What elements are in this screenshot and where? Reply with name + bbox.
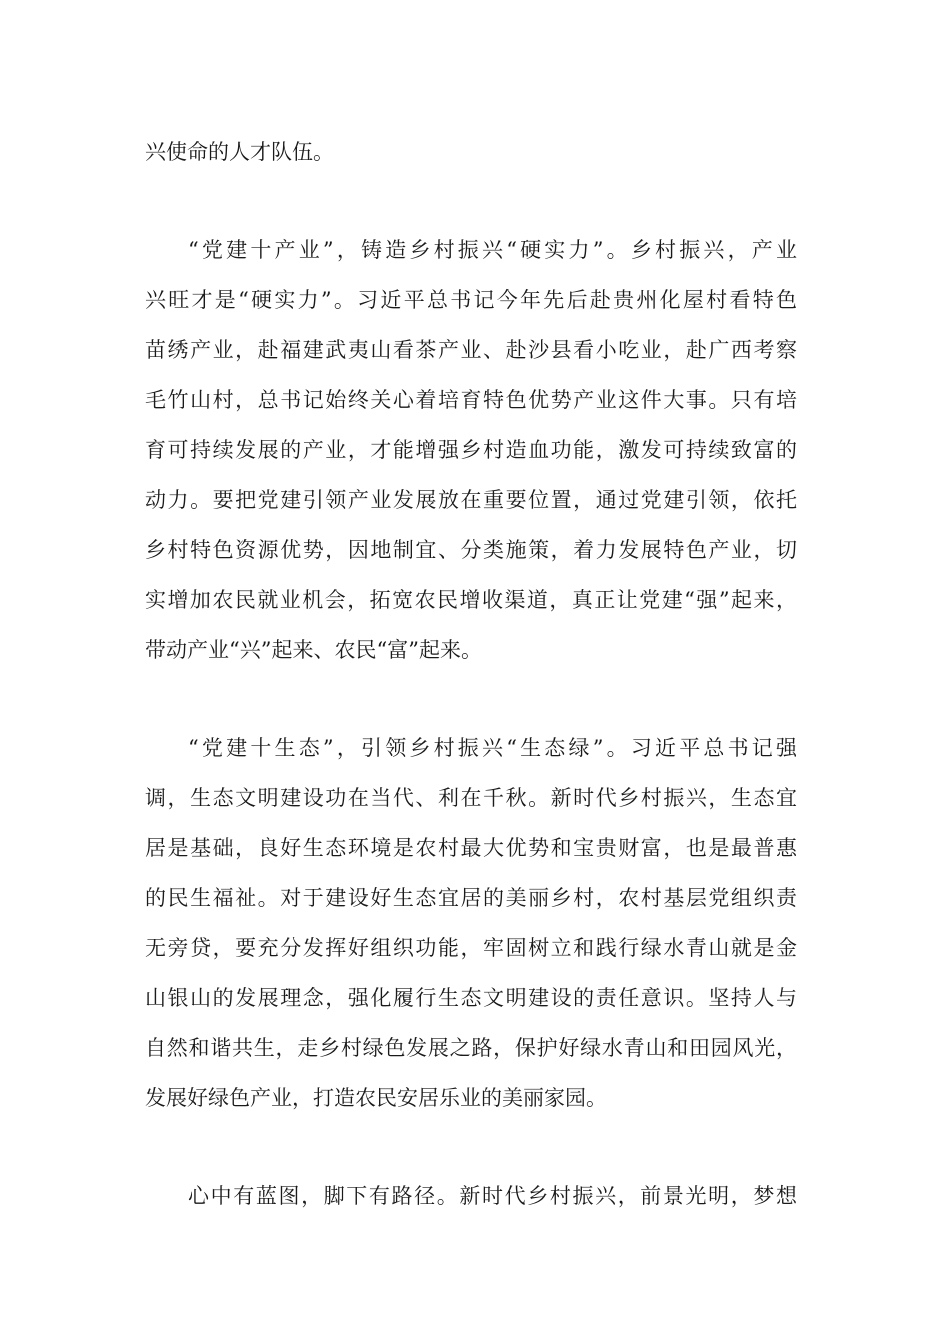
- text-line: 动力。要把党建引领产业发展放在重要位置，通过党建引领，依托: [145, 488, 797, 512]
- text-line: “党建十生态”，引领乡村振兴“生态绿”。习近平总书记强: [188, 736, 797, 760]
- text-line: “党建十产业”，铸造乡村振兴“硬实力”。乡村振兴，产业: [188, 238, 797, 262]
- text-line: 的民生福祉。对于建设好生态宜居的美丽乡村，农村基层党组织责: [145, 886, 797, 910]
- text-line: 实增加农民就业机会，拓宽农民增收渠道，真正让党建“强”起来，: [145, 588, 797, 612]
- text-line: 发展好绿色产业，打造农民安居乐业的美丽家园。: [145, 1086, 607, 1110]
- text-line: 兴使命的人才队伍。: [145, 140, 334, 164]
- text-line: 山银山的发展理念，强化履行生态文明建设的责任意识。坚持人与: [145, 986, 797, 1010]
- text-line: 育可持续发展的产业，才能增强乡村造血功能，激发可持续致富的: [145, 438, 797, 462]
- text-line: 心中有蓝图，脚下有路径。新时代乡村振兴，前景光明，梦想: [188, 1184, 797, 1208]
- text-line: 自然和谐共生，走乡村绿色发展之路，保护好绿水青山和田园风光，: [145, 1036, 797, 1060]
- text-line: 乡村特色资源优势，因地制宜、分类施策，着力发展特色产业，切: [145, 538, 797, 562]
- text-line: 无旁贷，要充分发挥好组织功能，牢固树立和践行绿水青山就是金: [145, 936, 797, 960]
- text-line: 调，生态文明建设功在当代、利在千秋。新时代乡村振兴，生态宜: [145, 786, 797, 810]
- text-line: 兴旺才是“硬实力”。习近平总书记今年先后赴贵州化屋村看特色: [145, 288, 797, 312]
- text-line: 带动产业“兴”起来、农民“富”起来。: [145, 638, 482, 662]
- text-line: 居是基础，良好生态环境是农村最大优势和宝贵财富，也是最普惠: [145, 836, 797, 860]
- text-line: 毛竹山村，总书记始终关心着培育特色优势产业这件大事。只有培: [145, 388, 797, 412]
- text-line: 苗绣产业，赴福建武夷山看茶产业、赴沙县看小吃业，赴广西考察: [145, 338, 797, 362]
